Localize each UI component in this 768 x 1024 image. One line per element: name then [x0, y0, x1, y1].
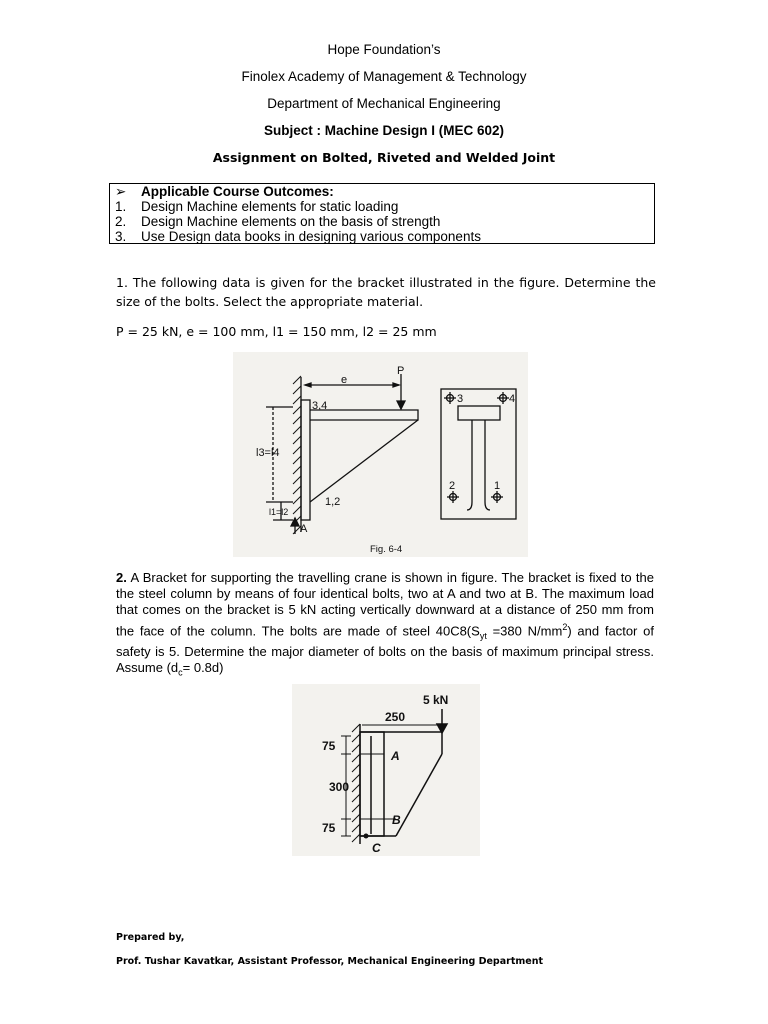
fig1-label-bolt-1: 1	[494, 480, 501, 492]
bracket-figure-1	[233, 352, 528, 557]
outcome-number: 2.	[115, 214, 127, 229]
fig2-label-a: A	[391, 749, 400, 763]
outcome-number: 3.	[115, 229, 127, 244]
outcome-item	[110, 199, 654, 215]
fig2-width-label: 250	[385, 710, 406, 724]
outcome-text: Use Design data books in designing various components	[141, 229, 481, 244]
institution-name: Hope Foundation’s	[327, 42, 441, 57]
units-superscript: 2	[562, 621, 568, 632]
figure-2-container	[292, 684, 480, 856]
fig1-label-e: e	[341, 374, 348, 386]
question-2-text-part: = 0.8d)	[182, 659, 224, 675]
author-line: Prof. Tushar Kavatkar, Assistant Professor, Mechanical Engineering Department	[116, 956, 544, 967]
fig1-label-bolt-4: 4	[509, 393, 516, 405]
fig1-label-l3-l4: l3=l4	[256, 447, 280, 459]
figure-1-caption: Fig. 6-4	[370, 544, 403, 555]
question-2-text-part: =380 N/mm	[486, 622, 563, 638]
fig1-label-bolt-3: 3	[457, 393, 464, 405]
fig1-label-bolts-1-2: 1,2	[325, 496, 341, 508]
course-outcomes-table	[109, 183, 655, 244]
question-1-data: P = 25 kN, e = 100 mm, l1 = 150 mm, l2 = 25 mm	[116, 324, 437, 339]
fig1-label-l1-l2: l1=l2	[269, 507, 289, 517]
fig1-label-bolts-3-4: 3,4	[312, 400, 328, 412]
fig2-label-c: C	[372, 841, 381, 855]
fig2-dim-bot-label: 75	[322, 821, 336, 835]
fig2-dim-mid-label: 300	[329, 780, 350, 794]
department-name: Department of Mechanical Engineering	[267, 96, 501, 111]
fig1-label-a: A	[300, 523, 308, 535]
fig2-load-label: 5 kN	[423, 693, 449, 707]
fig1-label-p: P	[397, 365, 405, 377]
question-2-number: 2.	[116, 570, 127, 585]
crane-bracket-figure	[292, 684, 480, 856]
fig1-label-bolt-2: 2	[449, 480, 456, 492]
outcome-number: 1.	[115, 199, 127, 214]
question-2-text	[116, 570, 654, 681]
arrow-bullet-icon: ➢	[115, 184, 127, 199]
question-2-text-part: ) and factor of safety is 5. Determine the major diameter of bolts on the basis of maximum principal stress. Assume (d	[116, 622, 654, 675]
fig2-label-b: B	[392, 813, 401, 827]
outcomes-heading: Applicable Course Outcomes:	[141, 184, 334, 199]
outcome-text: Design Machine elements for static loading	[141, 199, 399, 214]
question-2-text-part: A Bracket for supporting the travelling crane is shown in figure. The bracket is fixed to the the steel column by means of four identical bolts, two at A and two at B. The maximum load that comes on the bracket is 5 kN acting vertically downward at a distance of 250 mm from the face of the column. The bolts are made of steel 40C8(S	[116, 570, 654, 638]
prepared-by-label: Prepared by,	[116, 932, 185, 943]
question-1-text: 1. The following data is given for the bracket illustrated in the figure. Determine the size of the bolts. Select the appropriate material.	[116, 275, 656, 309]
assignment-title: Assignment on Bolted, Riveted and Welded Joint	[212, 150, 556, 165]
outcome-item	[110, 214, 654, 230]
college-name: Finolex Academy of Management & Technology	[241, 69, 527, 84]
core-subscript: c	[178, 667, 183, 678]
outcomes-heading-row	[110, 184, 654, 200]
yield-subscript: yt	[479, 630, 487, 641]
outcome-item	[110, 229, 654, 245]
subject-title: Subject : Machine Design I (MEC 602)	[263, 123, 505, 138]
figure-1-container	[233, 352, 528, 557]
fig2-dim-top-label: 75	[322, 739, 336, 753]
outcome-text: Design Machine elements on the basis of strength	[141, 214, 441, 229]
